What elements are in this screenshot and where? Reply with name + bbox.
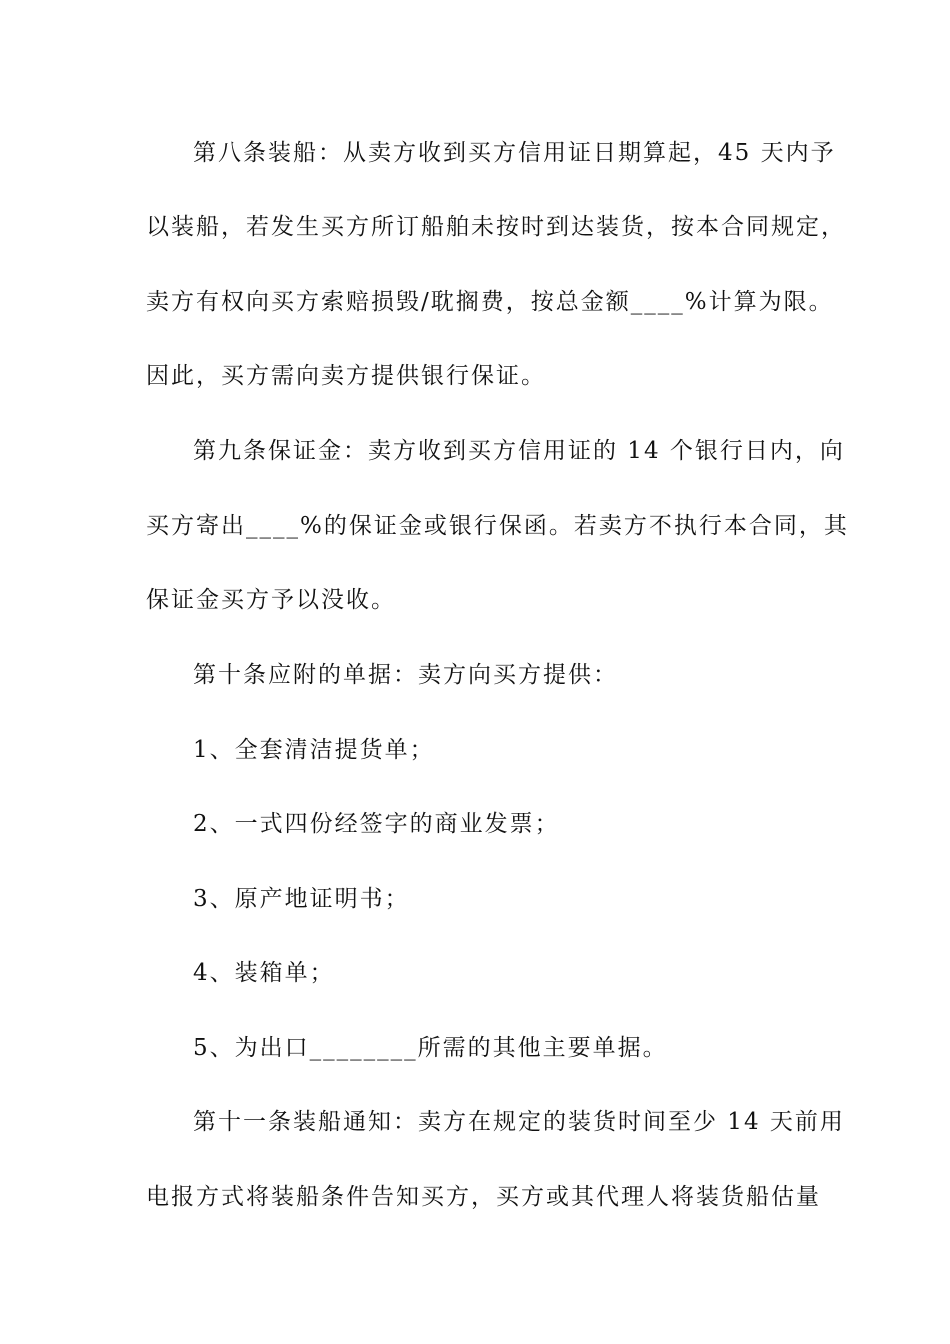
list-item-4: 4、装箱单； [193,960,335,986]
article-9-line-3: 保证金买方予以没收。 [146,587,396,613]
list-item-3: 3、原产地证明书； [193,886,410,912]
article-11-line-2: 电报方式将装船条件告知买方，买方或其代理人将装货船估量 [146,1184,821,1210]
article-8-line-4: 因此，买方需向卖方提供银行保证。 [146,363,546,389]
article-11-line-1: 第十一条装船通知：卖方在规定的装货时间至少 14 天前用 [193,1109,845,1135]
article-8-line-2: 以装船，若发生买方所订船舶未按时到达装货，按本合同规定， [146,214,846,240]
list-item-5: 5、为出口________所需的其他主要单据。 [193,1035,668,1061]
article-8-line-3: 卖方有权向买方索赔损毁/耽搁费，按总金额____%计算为限。 [146,289,834,315]
list-item-1: 1、全套清洁提货单； [193,737,435,763]
article-8-line-1: 第八条装船：从卖方收到买方信用证日期算起，45 天内予 [193,140,836,166]
list-item-2: 2、一式四份经签字的商业发票； [193,811,560,837]
article-9-line-1: 第九条保证金：卖方收到买方信用证的 14 个银行日内，向 [193,438,845,464]
article-9-line-2: 买方寄出____%的保证金或银行保函。若卖方不执行本合同，其 [146,513,849,539]
article-10-heading: 第十条应附的单据：卖方向买方提供： [193,662,618,688]
